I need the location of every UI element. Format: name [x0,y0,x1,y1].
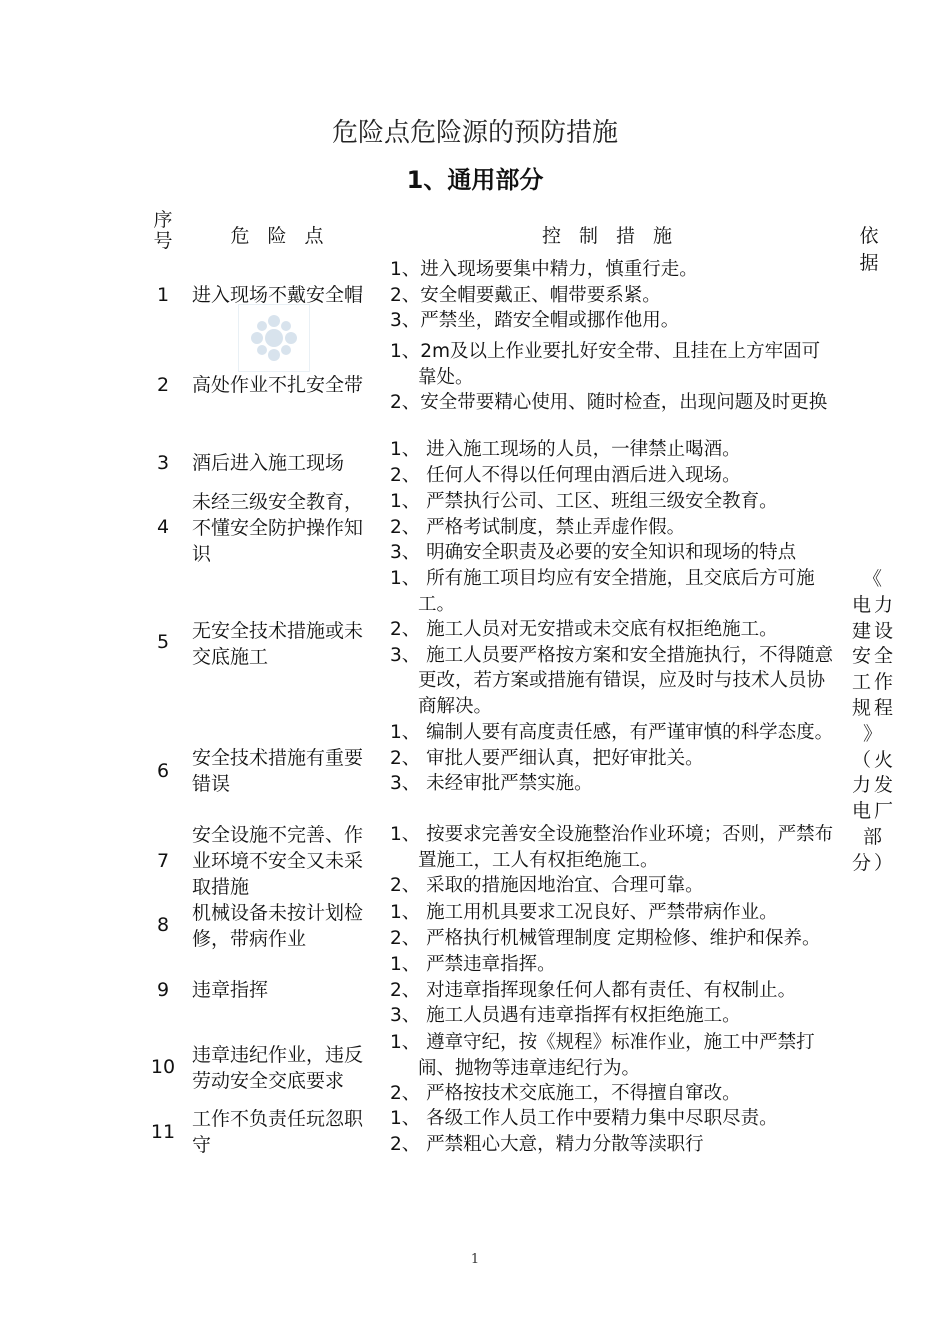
control-measures [390,900,835,951]
page-title: 危险点危险源的预防措施 [331,118,618,148]
control-measures [390,489,835,566]
measure-item: 3、 施工人员要严格按方案和安全措施执行，不得随意更改，若方案或措施有错误，应及时与技术人员协商解决。 [390,644,834,717]
row-number: 6 [156,760,170,782]
risk-point: 进入现场不戴安全帽 [192,284,364,306]
measure-item: 2、 施工人员对无安措或未交底有权拒绝施工。 [390,619,778,641]
basis-text: 《 电力建设安全工作规程 》（火力发电厂部分） [851,568,896,874]
measure-item: 1、 进入施工现场的人员，一律禁止喝酒。 [390,439,741,460]
measure-item: 2、 对违章指挥现象任何人都有责任、有权制止。 [390,979,797,1001]
control-measures [390,1030,835,1107]
header-no: 序号 [153,209,173,252]
row-number: 11 [150,1121,176,1143]
measure-item: 3、 明确安全职责及必要的安全知识和现场的特点 [390,542,797,564]
measure-item: 2、安全带要精心使用、随时检查，出现问题及时更换 [390,392,828,414]
row-number: 5 [156,631,170,653]
measure-item: 3、严禁坐，踏安全帽或挪作他用。 [390,310,680,332]
risk-point: 安全设施不完善、作业环境不安全又未采取措施 [192,824,364,898]
control-measures [390,952,835,1029]
section-title: 1、通用部分 [406,166,544,194]
risk-point: 机械设备未按计划检修，带病作业 [192,902,364,950]
row-number: 10 [150,1056,176,1078]
risk-point: 高处作业不扎安全带 [192,374,364,396]
measure-item: 2、 严格考试制度，禁止弄虚作假。 [390,516,686,538]
risk-point: 酒后进入施工现场 [192,452,345,474]
header-control: 控 制 措 施 [541,225,679,247]
measure-item: 2、 严禁粗心大意，精力分散等渎职行 [390,1133,704,1155]
risk-point: 未经三级安全教育，不懂安全防护操作知识 [192,491,364,565]
measure-item: 1、 遵章守纪，按《规程》标准作业，施工中严禁打闹、抛物等违章违纪行为。 [390,1032,815,1079]
control-measures [390,437,835,488]
header-basis: 依 据 [859,225,885,274]
control-measures [390,720,835,797]
risk-point: 违章指挥 [192,979,269,1001]
risk-point: 违章违纪作业，违反劳动安全交底要求 [192,1044,364,1092]
watermark-logo [238,304,310,372]
control-measures [390,1106,835,1157]
header-risk: 危 险 点 [230,225,330,247]
control-measures [390,822,835,899]
row-number: 3 [156,452,170,474]
measure-item: 1、进入现场要集中精力，慎重行走。 [390,259,698,280]
risk-point: 工作不负责任玩忽职守 [192,1108,364,1156]
measure-item: 2、安全帽要戴正、帽带要系紧。 [390,284,661,306]
measure-item: 1、 按要求完善安全设施整治作业环境；否则，严禁布置施工，工人有权拒绝施工。 [390,824,834,871]
measure-item: 2、 严格执行机械管理制度 定期检修、维护和保养。 [390,927,821,949]
measure-item: 1、 编制人要有高度责任感，有严谨审慎的科学态度。 [390,722,834,743]
measure-item: 2、 任何人不得以任何理由酒后进入现场。 [390,464,741,486]
measure-item: 2、 严格按技术交底施工，不得擅自窜改。 [390,1083,741,1105]
measure-item: 1、 严禁执行公司、工区、班组三级安全教育。 [390,491,778,512]
measure-item: 1、2m及以上作业要扎好安全带、且挂在上方牢固可靠处。 [390,341,821,388]
control-measures [390,257,835,334]
measure-item: 2、 采取的措施因地治宜、合理可靠。 [390,875,704,897]
control-measures [390,339,835,416]
risk-point: 无安全技术措施或未交底施工 [192,620,364,668]
row-number: 1 [156,284,170,306]
control-measures [390,566,835,720]
measure-item: 1、 所有施工项目均应有安全措施，且交底后方可施工。 [390,568,815,615]
row-number: 2 [156,374,170,396]
measure-item: 3、 施工人员遇有违章指挥有权拒绝施工。 [390,1005,741,1027]
measure-item: 2、 审批人要严细认真，把好审批关。 [390,747,704,769]
row-number: 4 [156,516,170,538]
measure-item: 3、 未经审批严禁实施。 [390,773,593,795]
measure-item: 1、 各级工作人员工作中要精力集中尽职尽责。 [390,1108,778,1129]
risk-point: 安全技术措施有重要错误 [192,747,364,795]
page-number: 1 [470,1252,480,1267]
row-number: 8 [156,914,170,936]
row-number: 9 [156,979,170,1001]
measure-item: 1、 严禁违章指挥。 [390,954,556,975]
measure-item: 1、 施工用机具要求工况良好、严禁带病作业。 [390,902,778,923]
row-number: 7 [156,850,170,872]
